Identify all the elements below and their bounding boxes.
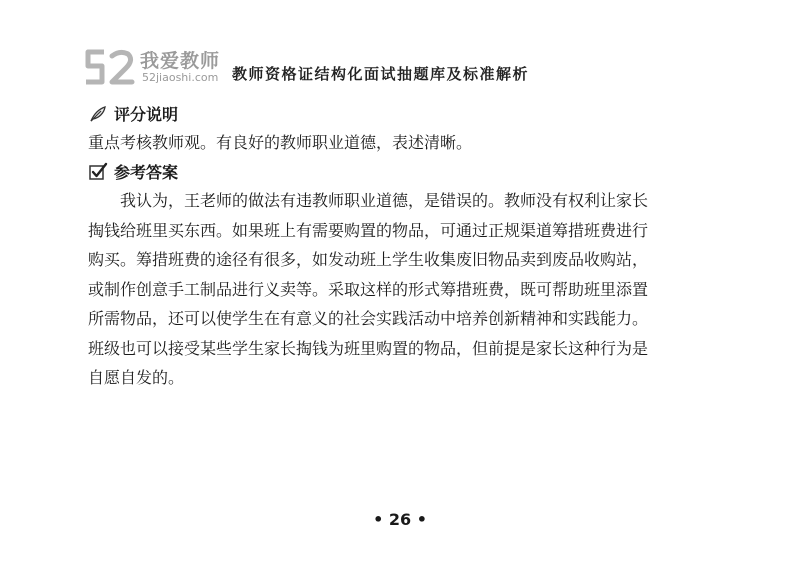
- scoring-text: 重点考核教师观。有良好的教师职业道德，表述清晰。: [88, 133, 473, 152]
- answer-line: 或制作创意手工制品进行义卖等。采取这样的形式筹措班费，既可帮助班里添置: [88, 279, 649, 299]
- answer-line: 我认为，王老师的做法有违教师职业道德，是错误的。教师没有权利让家长: [120, 191, 649, 210]
- checkbox-icon: [88, 162, 108, 182]
- site-logo: [82, 44, 242, 90]
- answer-heading-label: 参考答案: [114, 163, 179, 182]
- feather-icon: [88, 104, 108, 124]
- logo-text-en: 52jiaoshi.com: [142, 71, 219, 84]
- logo-52-icon: [82, 48, 136, 88]
- answer-line: 掏钱给班里买东西。如果班上有需要购置的物品，可通过正规渠道筹措班费进行: [88, 220, 649, 240]
- scoring-heading: [88, 102, 178, 125]
- page-number: • 26 •: [373, 510, 427, 529]
- page-header: [70, 44, 730, 94]
- answer-heading: [88, 160, 178, 183]
- book-title: 教师资格证结构化面试抽题库及标准解析: [232, 65, 530, 83]
- answer-line: 班级也可以接受某些学生家长掏钱为班里购置的物品，但前提是家长这种行为是: [88, 338, 649, 358]
- answer-line: 所需物品，还可以使学生在有意义的社会实践活动中培养创新精神和实践能力。: [88, 309, 649, 328]
- answer-line: 自愿自发的。: [88, 368, 185, 387]
- answer-paragraph: [88, 186, 728, 393]
- scoring-heading-label: 评分说明: [114, 105, 179, 124]
- logo-text-cn: 我爱教师: [140, 50, 221, 72]
- answer-line: 购买。筹措班费的途径有很多，如发动班上学生收集废旧物品卖到废品收购站，: [88, 250, 649, 269]
